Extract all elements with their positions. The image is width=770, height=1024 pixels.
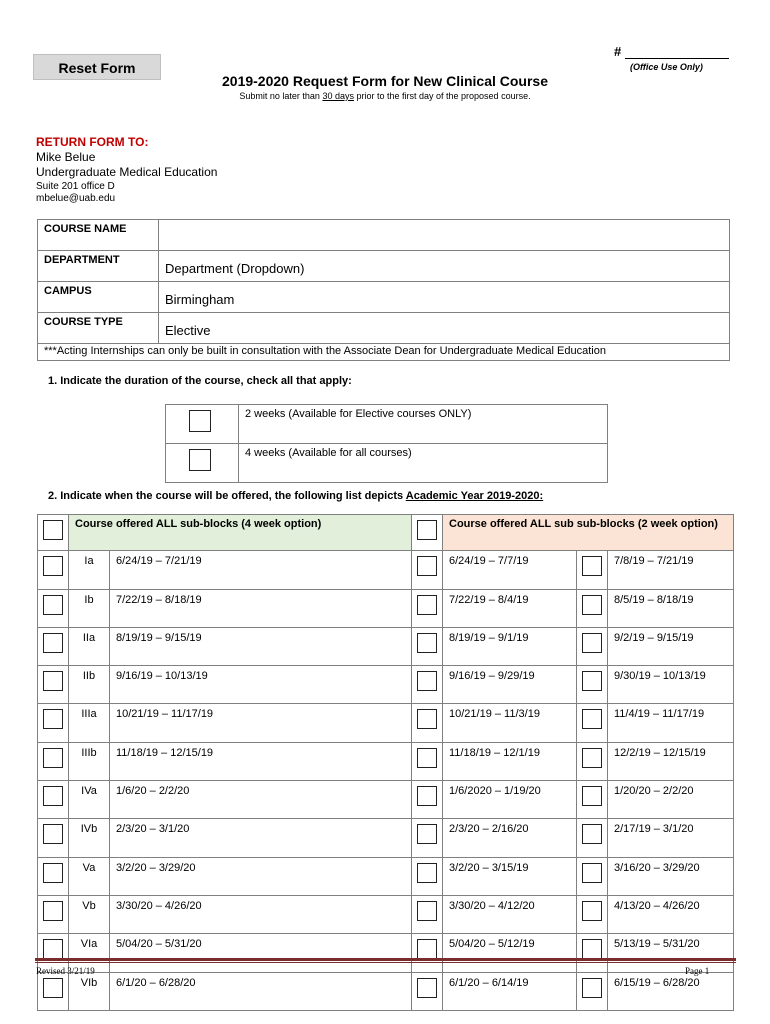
- block-label: IIIa: [69, 704, 110, 742]
- schedule-row: [38, 895, 734, 933]
- subblock-a-checkbox[interactable]: [417, 978, 437, 998]
- return-name: Mike Belue: [36, 150, 96, 164]
- subblock-a-dates: 3/2/20 – 3/15/19: [443, 857, 577, 895]
- subblock-a-checkbox[interactable]: [417, 824, 437, 844]
- subblock-b-checkbox[interactable]: [582, 901, 602, 921]
- subblock-a-cell: [412, 551, 443, 589]
- subblock-a-cell: [412, 666, 443, 704]
- subblock-b-dates: 9/2/19 – 9/15/19: [608, 627, 734, 665]
- subblock-b-dates: 1/20/20 – 2/2/20: [608, 781, 734, 819]
- subblock-b-cell: [577, 972, 608, 1010]
- block-label: Ib: [69, 589, 110, 627]
- subblock-b-dates: 4/13/20 – 4/26/20: [608, 895, 734, 933]
- block-4wk-checkbox[interactable]: [43, 595, 63, 615]
- block-4wk-dates: 3/2/20 – 3/29/20: [110, 857, 412, 895]
- block-4wk-checkbox[interactable]: [43, 901, 63, 921]
- subblock-a-dates: 6/24/19 – 7/7/19: [443, 551, 577, 589]
- subblock-b-cell: [577, 742, 608, 780]
- subblock-a-dates: 9/16/19 – 9/29/19: [443, 666, 577, 704]
- block-4wk-dates: 11/18/19 – 12/15/19: [110, 742, 412, 780]
- block-4wk-checkbox[interactable]: [43, 824, 63, 844]
- block-4wk-checkbox[interactable]: [43, 939, 63, 959]
- schedule-row: [38, 819, 734, 857]
- schedule-table: [37, 514, 734, 1011]
- course-name-label: COURSE NAME: [38, 220, 159, 251]
- footer-divider-thin: [35, 962, 736, 963]
- subtitle-days: 30 days: [322, 91, 354, 101]
- subblock-b-checkbox[interactable]: [582, 595, 602, 615]
- subblock-b-cell: [577, 589, 608, 627]
- block-label: IIa: [69, 627, 110, 665]
- subblock-a-dates: 11/18/19 – 12/1/19: [443, 742, 577, 780]
- subblock-a-dates: 5/04/20 – 5/12/19: [443, 934, 577, 972]
- block-4wk-checkbox[interactable]: [43, 978, 63, 998]
- block-4wk-dates: 6/24/19 – 7/21/19: [110, 551, 412, 589]
- block-4wk-cell: [38, 589, 69, 627]
- subblock-a-checkbox[interactable]: [417, 671, 437, 691]
- block-label: Ia: [69, 551, 110, 589]
- acting-internship-note: ***Acting Internships can only be built in consultation with the Associate Dean for Undergraduate Medical Education: [38, 344, 730, 361]
- schedule-row: [38, 972, 734, 1010]
- block-4wk-dates: 1/6/20 – 2/2/20: [110, 781, 412, 819]
- subblock-b-cell: [577, 895, 608, 933]
- subblock-a-checkbox[interactable]: [417, 786, 437, 806]
- duration-4wk-checkbox[interactable]: [189, 449, 211, 471]
- subblock-a-cell: [412, 934, 443, 972]
- subblock-b-checkbox[interactable]: [582, 633, 602, 653]
- block-4wk-dates: 6/1/20 – 6/28/20: [110, 972, 412, 1010]
- subblock-b-checkbox[interactable]: [582, 671, 602, 691]
- block-label: IIIb: [69, 742, 110, 780]
- block-4wk-cell: [38, 742, 69, 780]
- subblock-a-cell: [412, 627, 443, 665]
- all-4wk-cell: [38, 515, 69, 551]
- subblock-a-checkbox[interactable]: [417, 556, 437, 576]
- subblock-a-checkbox[interactable]: [417, 709, 437, 729]
- block-4wk-cell: [38, 781, 69, 819]
- office-use-field[interactable]: [614, 44, 729, 59]
- subblock-b-checkbox[interactable]: [582, 786, 602, 806]
- subblock-a-checkbox[interactable]: [417, 901, 437, 921]
- block-label: Vb: [69, 895, 110, 933]
- subblock-a-dates: 6/1/20 – 6/14/19: [443, 972, 577, 1010]
- subblock-b-cell: [577, 857, 608, 895]
- block-4wk-dates: 9/16/19 – 10/13/19: [110, 666, 412, 704]
- subblock-b-checkbox[interactable]: [582, 863, 602, 883]
- subblock-b-cell: [577, 934, 608, 972]
- course-type-field[interactable]: Elective: [159, 313, 730, 344]
- page-subtitle: [0, 91, 770, 101]
- all-2wk-cell: [412, 515, 443, 551]
- subblock-b-dates: 9/30/19 – 10/13/19: [608, 666, 734, 704]
- schedule-question-text: 2. Indicate when the course will be offered, the following list depicts: [48, 490, 406, 502]
- block-4wk-checkbox[interactable]: [43, 748, 63, 768]
- duration-table: [165, 404, 608, 483]
- block-4wk-cell: [38, 666, 69, 704]
- subblock-a-cell: [412, 895, 443, 933]
- block-4wk-checkbox[interactable]: [43, 786, 63, 806]
- block-label: IVa: [69, 781, 110, 819]
- header-4wk: Course offered ALL sub-blocks (4 week option): [69, 515, 412, 551]
- schedule-row: [38, 551, 734, 589]
- page-title: 2019-2020 Request Form for New Clinical Course: [222, 73, 548, 89]
- subblock-a-dates: 7/22/19 – 8/4/19: [443, 589, 577, 627]
- subblock-a-cell: [412, 781, 443, 819]
- subblock-a-dates: 3/30/20 – 4/12/20: [443, 895, 577, 933]
- subblock-a-dates: 2/3/20 – 2/16/20: [443, 819, 577, 857]
- all-4wk-checkbox[interactable]: [43, 520, 63, 540]
- course-type-label: COURSE TYPE: [38, 313, 159, 344]
- duration-question: 1. Indicate the duration of the course, check all that apply:: [48, 375, 352, 387]
- duration-2wk-checkbox[interactable]: [189, 410, 211, 432]
- block-4wk-checkbox[interactable]: [43, 671, 63, 691]
- block-4wk-dates: 8/19/19 – 9/15/19: [110, 627, 412, 665]
- schedule-row: [38, 742, 734, 780]
- block-4wk-checkbox[interactable]: [43, 633, 63, 653]
- subblock-b-cell: [577, 666, 608, 704]
- block-label: IVb: [69, 819, 110, 857]
- page-number: Page 1: [685, 966, 710, 976]
- block-label: VIb: [69, 972, 110, 1010]
- schedule-row: [38, 627, 734, 665]
- subblock-b-checkbox[interactable]: [582, 709, 602, 729]
- subblock-b-dates: 5/13/19 – 5/31/20: [608, 934, 734, 972]
- subblock-b-dates: 7/8/19 – 7/21/19: [608, 551, 734, 589]
- duration-2wk-label: 2 weeks (Available for Elective courses ONLY): [239, 405, 608, 444]
- block-label: IIb: [69, 666, 110, 704]
- subblock-a-cell: [412, 972, 443, 1010]
- subblock-a-checkbox[interactable]: [417, 595, 437, 615]
- block-4wk-dates: 7/22/19 – 8/18/19: [110, 589, 412, 627]
- department-label: DEPARTMENT: [38, 251, 159, 282]
- subblock-a-dates: 10/21/19 – 11/3/19: [443, 704, 577, 742]
- block-label: Va: [69, 857, 110, 895]
- subblock-a-dates: 8/19/19 – 9/1/19: [443, 627, 577, 665]
- all-2wk-checkbox[interactable]: [417, 520, 437, 540]
- block-4wk-cell: [38, 819, 69, 857]
- return-heading: RETURN FORM TO:: [36, 135, 149, 149]
- block-4wk-checkbox[interactable]: [43, 709, 63, 729]
- block-4wk-dates: 5/04/20 – 5/31/20: [110, 934, 412, 972]
- subblock-b-dates: 2/17/19 – 3/1/20: [608, 819, 734, 857]
- subblock-b-cell: [577, 704, 608, 742]
- subblock-b-cell: [577, 627, 608, 665]
- subblock-a-checkbox[interactable]: [417, 748, 437, 768]
- return-email: mbelue@uab.edu: [36, 193, 116, 204]
- subblock-a-cell: [412, 589, 443, 627]
- subtitle-pre: Submit no later than: [239, 91, 323, 101]
- duration-2wk-cell: [166, 405, 239, 444]
- block-4wk-cell: [38, 857, 69, 895]
- department-dropdown[interactable]: Department (Dropdown): [159, 251, 730, 282]
- block-4wk-dates: 10/21/19 – 11/17/19: [110, 704, 412, 742]
- revised-date: Revised 3/21/19: [36, 966, 95, 976]
- subblock-a-dates: 1/6/2020 – 1/19/20: [443, 781, 577, 819]
- return-department: Undergraduate Medical Education: [36, 165, 218, 179]
- subblock-b-dates: 12/2/19 – 12/15/19: [608, 742, 734, 780]
- block-4wk-cell: [38, 972, 69, 1010]
- office-hash: #: [614, 44, 622, 59]
- footer-divider: [35, 958, 736, 961]
- block-4wk-checkbox[interactable]: [43, 863, 63, 883]
- duration-4wk-label: 4 weeks (Available for all courses): [239, 444, 608, 483]
- block-label: VIa: [69, 934, 110, 972]
- block-4wk-checkbox[interactable]: [43, 556, 63, 576]
- block-4wk-cell: [38, 895, 69, 933]
- block-4wk-dates: 3/30/20 – 4/26/20: [110, 895, 412, 933]
- schedule-row: [38, 934, 734, 972]
- schedule-question: [48, 490, 543, 502]
- schedule-row: [38, 666, 734, 704]
- block-4wk-cell: [38, 551, 69, 589]
- office-use-note: (Office Use Only): [630, 62, 703, 72]
- schedule-row: [38, 704, 734, 742]
- schedule-row: [38, 857, 734, 895]
- subblock-b-checkbox[interactable]: [582, 978, 602, 998]
- subblock-b-checkbox[interactable]: [582, 556, 602, 576]
- subblock-b-dates: 8/5/19 – 8/18/19: [608, 589, 734, 627]
- subblock-b-dates: 6/15/19 – 6/28/20: [608, 972, 734, 1010]
- reset-form-button[interactable]: Reset Form: [33, 54, 161, 80]
- campus-label: CAMPUS: [38, 282, 159, 313]
- header-2wk: Course offered ALL sub sub-blocks (2 week option): [443, 515, 734, 551]
- block-4wk-dates: 2/3/20 – 3/1/20: [110, 819, 412, 857]
- subblock-a-checkbox[interactable]: [417, 863, 437, 883]
- subblock-a-cell: [412, 742, 443, 780]
- block-4wk-cell: [38, 704, 69, 742]
- subblock-a-checkbox[interactable]: [417, 939, 437, 959]
- subblock-b-cell: [577, 551, 608, 589]
- schedule-academic-year: Academic Year 2019-2020:: [405, 490, 544, 502]
- campus-field[interactable]: Birmingham: [159, 282, 730, 313]
- subblock-b-checkbox[interactable]: [582, 939, 602, 959]
- duration-4wk-cell: [166, 444, 239, 483]
- subblock-a-cell: [412, 704, 443, 742]
- subblock-a-cell: [412, 857, 443, 895]
- subblock-b-checkbox[interactable]: [582, 748, 602, 768]
- subblock-b-cell: [577, 781, 608, 819]
- course-name-input[interactable]: [159, 220, 730, 251]
- course-info-table: [37, 219, 730, 361]
- return-suite: Suite 201 office D: [36, 181, 115, 192]
- block-4wk-cell: [38, 627, 69, 665]
- subtitle-post: prior to the first day of the proposed course.: [353, 91, 531, 101]
- subblock-b-cell: [577, 819, 608, 857]
- subblock-b-dates: 11/4/19 – 11/17/19: [608, 704, 734, 742]
- office-number-input[interactable]: [625, 46, 729, 59]
- subblock-b-dates: 3/16/20 – 3/29/20: [608, 857, 734, 895]
- subblock-a-checkbox[interactable]: [417, 633, 437, 653]
- subblock-b-checkbox[interactable]: [582, 824, 602, 844]
- subblock-a-cell: [412, 819, 443, 857]
- schedule-row: [38, 589, 734, 627]
- schedule-row: [38, 781, 734, 819]
